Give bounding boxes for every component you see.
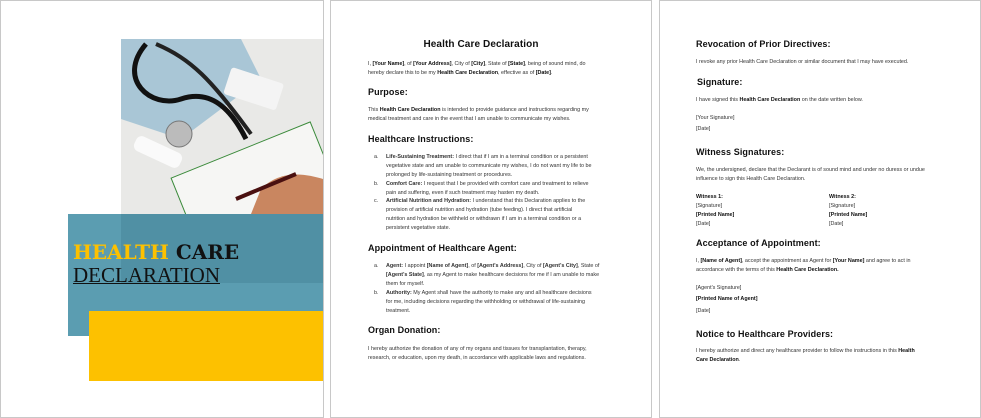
list-marker: a. xyxy=(374,263,379,269)
agent-date: [Date] xyxy=(696,308,711,314)
text: , City of xyxy=(451,61,472,67)
title-health: HEALTH xyxy=(73,240,169,264)
cover-page xyxy=(0,0,324,418)
text: for me, including decisions regarding the withholding or withdrawal of life-sustaining xyxy=(386,299,585,305)
purpose-paragraph xyxy=(368,106,589,124)
list-item xyxy=(374,197,586,233)
signature-text xyxy=(696,96,863,105)
page-3 xyxy=(659,0,981,418)
text: , City of xyxy=(523,263,543,269)
text: [Date] xyxy=(535,70,551,76)
text: influence to sign this Health Care Declaration. xyxy=(696,176,806,182)
text: [Agent's State] xyxy=(386,272,424,278)
text: Witness 1: xyxy=(696,194,723,200)
agent-signature: [Agent's Signature] xyxy=(696,285,742,291)
text: , accept the appointment as Agent for xyxy=(741,258,833,264)
notice-text xyxy=(696,347,915,365)
text: Artificial Nutrition and Hydration: xyxy=(386,198,472,204)
text: accordance with the terms of this xyxy=(696,267,777,273)
text: [Signature] xyxy=(696,203,723,209)
organ-heading: Organ Donation: xyxy=(368,325,441,335)
agent-printed-name: [Printed Name of Agent] xyxy=(696,296,758,302)
page-2 xyxy=(330,0,652,418)
list-item xyxy=(374,289,592,316)
title-care: CARE xyxy=(175,240,240,264)
text: , of xyxy=(468,263,478,269)
list-item xyxy=(374,262,600,289)
text: [State] xyxy=(508,61,525,67)
notice-heading: Notice to Healthcare Providers: xyxy=(696,329,834,339)
text: , State of xyxy=(485,61,509,67)
text: them for myself. xyxy=(386,281,425,287)
witness-2 xyxy=(829,193,867,229)
revocation-text: I revoke any prior Health Care Declaration or similar document that I may have executed. xyxy=(696,59,909,65)
yellow-block xyxy=(89,311,323,381)
text: Agent: xyxy=(386,263,404,269)
text: . xyxy=(550,70,553,76)
text: [City] xyxy=(471,61,486,67)
text: nutrition and hydration be withheld or withdrawn if I am in a terminal condition or a xyxy=(386,216,582,222)
text: provision of artificial nutrition and hydration (tube feeding). I direct that artificial xyxy=(386,207,573,213)
text: I hereby authorize the donation of any of my organs and tissues for transplantation, therapy, xyxy=(368,346,587,352)
text: Health Care Declaration xyxy=(739,97,801,103)
text: [Agent's Address] xyxy=(477,263,524,269)
signature-date: [Date] xyxy=(696,126,711,132)
text: My Agent shall have the authority to make any and all healthcare decisions xyxy=(411,290,592,296)
list-item xyxy=(374,180,589,198)
text: pain and suffering, even if such treatment may hasten my death. xyxy=(386,190,540,196)
agent-heading: Appointment of Healthcare Agent: xyxy=(368,243,517,253)
text: , being of sound mind, do xyxy=(524,61,586,67)
text: [Your Name] xyxy=(372,61,405,67)
text: Authority: xyxy=(386,290,412,296)
cover-title xyxy=(73,241,239,263)
revocation-heading: Revocation of Prior Directives: xyxy=(696,39,831,49)
signature-heading: Signature: xyxy=(697,77,743,87)
text: This xyxy=(368,107,380,113)
text: persistent vegetative state. xyxy=(386,225,451,231)
text: , as my Agent to make healthcare decisions for me if I am unable to make xyxy=(423,272,600,278)
text: , of xyxy=(404,61,414,67)
text: I appoint xyxy=(403,263,427,269)
text: [Your Name] xyxy=(832,258,865,264)
cover-photo xyxy=(121,39,323,214)
text: , State of xyxy=(577,263,600,269)
text: research, or education, upon my death, in accordance with applicable laws and regulations. xyxy=(368,355,586,361)
list-marker: b. xyxy=(374,290,379,296)
text: prolonged by life-sustaining treatment or procedures. xyxy=(386,172,513,178)
text: [Signature] xyxy=(829,203,856,209)
organ-paragraph xyxy=(368,345,587,363)
text: Life-Sustaining Treatment: xyxy=(386,154,454,160)
text: medical treatment and care in the event that I am unable to communicate my wishes. xyxy=(368,116,571,122)
text: [Date] xyxy=(829,221,844,227)
acceptance-text xyxy=(696,257,911,275)
text: , effective as of xyxy=(498,70,536,76)
witness-1 xyxy=(696,193,734,229)
text: [Name of Agent] xyxy=(700,258,742,264)
list-marker: c. xyxy=(374,198,379,204)
text: [Name of Agent] xyxy=(426,263,469,269)
text: I hereby authorize and direct any healthcare provider to follow the instructions in this xyxy=(696,348,899,354)
list-item xyxy=(374,153,592,180)
list-marker: b. xyxy=(374,181,379,187)
text: Health Care Declaration xyxy=(437,70,499,76)
text: I request that I be provided with comfort care and treatment to relieve xyxy=(422,181,589,187)
cover-subtitle: DECLARATION xyxy=(73,263,220,287)
list-marker: a. xyxy=(374,154,379,160)
text: Care Declaration xyxy=(696,357,739,363)
instructions-heading: Healthcare Instructions: xyxy=(368,134,474,144)
text: [Agent's City] xyxy=(543,263,578,269)
text: vegetative state and am unable to communicate my wishes, I do not want my life to be xyxy=(386,163,592,169)
your-signature: [Your Signature] xyxy=(696,115,735,121)
purpose-heading: Purpose: xyxy=(368,87,408,97)
text: I, xyxy=(696,258,701,264)
text: Witness 2: xyxy=(829,194,856,200)
text: [Your Address] xyxy=(413,61,452,67)
text: [Date] xyxy=(696,221,711,227)
text: Health xyxy=(898,348,915,354)
text: Health Care Declaration. xyxy=(776,267,839,273)
text: . xyxy=(738,357,741,363)
text: I understand that this Declaration applies to the xyxy=(471,198,586,204)
text: hereby declare this to be my xyxy=(368,70,438,76)
text: I, xyxy=(368,61,373,67)
text: treatment. xyxy=(386,308,411,314)
text: [Printed Name] xyxy=(829,212,868,218)
text: [Printed Name] xyxy=(696,212,735,218)
witness-heading: Witness Signatures: xyxy=(696,147,785,157)
text: and agree to act in xyxy=(864,258,911,264)
text: I have signed this xyxy=(696,97,740,103)
text: Comfort Care: xyxy=(386,181,423,187)
text: is intended to provide guidance and instructions regarding my xyxy=(440,107,589,113)
text: Health Care Declaration xyxy=(379,107,441,113)
acceptance-heading: Acceptance of Appointment: xyxy=(696,238,821,248)
witness-text xyxy=(696,166,925,184)
text: on the date written below. xyxy=(800,97,863,103)
text: I direct that if I am in a terminal condition or a persistent xyxy=(454,154,588,160)
document-title: Health Care Declaration xyxy=(423,39,539,50)
text: We, the undersigned, declare that the Declarant is of sound mind and under no duress or undue xyxy=(696,167,925,173)
intro-paragraph xyxy=(368,60,585,78)
